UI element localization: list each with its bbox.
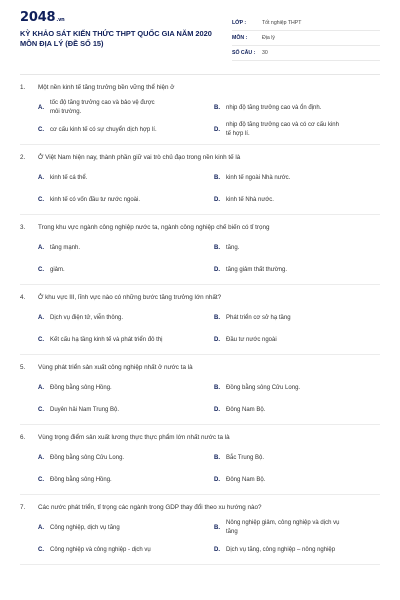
option-text: Dịch vụ điện tử, viễn thông. (50, 314, 124, 321)
answer-option[interactable] (214, 517, 380, 539)
question (20, 285, 380, 355)
question-text: Vùng phát triển sản xuất công nghiệp nhất ở nước ta là (38, 364, 193, 371)
answer-option[interactable] (214, 447, 380, 469)
logo-suffix: .vn (56, 17, 65, 23)
option-letter: A. (38, 174, 44, 181)
answer-option[interactable] (214, 97, 380, 119)
option-letter: D. (214, 196, 220, 203)
question-number: 5. (20, 364, 26, 371)
question (20, 215, 380, 285)
meta-row (232, 31, 380, 46)
answer-options (20, 443, 380, 494)
option-letter: A. (38, 454, 44, 461)
option-text: tăng giảm thất thường. (226, 266, 287, 273)
option-letter: D. (214, 126, 220, 133)
question-number: 1. (20, 84, 26, 91)
answer-option[interactable] (214, 237, 380, 259)
question (20, 75, 380, 145)
meta-value: Địa lý (262, 35, 275, 41)
meta-row (232, 16, 380, 31)
option-text: Công nghiệp và công nghiệp - dịch vụ (50, 546, 151, 553)
answer-options (20, 373, 380, 424)
option-letter: B. (214, 104, 220, 111)
question-stem (20, 363, 380, 373)
question-text: Ở Việt Nam hiện nay, thành phần giữ vai trò chủ đạo trong nền kinh tế là (38, 154, 241, 161)
answer-option[interactable] (38, 97, 204, 119)
question-list (20, 75, 380, 565)
meta-row (232, 46, 380, 61)
option-letter: B. (214, 454, 220, 461)
option-letter: D. (214, 336, 220, 343)
header-left (20, 10, 212, 74)
option-text: giảm. (50, 266, 65, 273)
option-text: Bắc Trung Bộ. (226, 454, 265, 461)
option-text: Đầu tư nước ngoài (226, 336, 277, 343)
meta-value: 30 (262, 50, 268, 56)
answer-options (20, 93, 380, 144)
option-text: Đồng bằng sông Cửu Long. (50, 454, 125, 461)
question-number: 3. (20, 224, 26, 231)
question (20, 495, 380, 565)
option-letter: B. (214, 244, 220, 251)
question-stem (20, 503, 380, 513)
exam-header (20, 0, 380, 75)
answer-option[interactable] (38, 517, 204, 539)
question-text: Một nền kinh tế tăng trưởng bền vững thể hiện ở (38, 84, 175, 91)
answer-option[interactable] (38, 399, 204, 421)
question (20, 145, 380, 215)
question-stem (20, 223, 380, 233)
option-text: Đồng bằng sông Cửu Long. (226, 384, 301, 391)
answer-option[interactable] (214, 167, 380, 189)
logo-text: 2048 (20, 10, 56, 25)
answer-option[interactable] (214, 539, 380, 561)
option-letter: D. (214, 266, 220, 273)
option-text: kinh tế có vốn đầu tư nước ngoài. (50, 196, 141, 203)
option-letter: C. (38, 196, 44, 203)
answer-option[interactable] (214, 469, 380, 491)
meta-label: SỐ CÂU : (232, 50, 256, 56)
answer-option[interactable] (214, 377, 380, 399)
question-number: 7. (20, 504, 26, 511)
answer-options (20, 513, 380, 564)
option-text: Phát triển cơ sở hạ tầng (226, 314, 291, 321)
answer-option[interactable] (214, 307, 380, 329)
option-text: nhịp độ tăng trưởng cao và ổn định. (226, 104, 322, 111)
option-letter: B. (214, 314, 220, 321)
question (20, 425, 380, 495)
answer-options (20, 163, 380, 214)
option-letter: C. (38, 336, 44, 343)
exam-title-line1: KỲ KHẢO SÁT KIẾN THỨC THPT QUỐC GIA NĂM 2020 (20, 29, 212, 38)
option-letter: B. (214, 524, 220, 531)
answer-options (20, 233, 380, 284)
answer-option[interactable] (38, 447, 204, 469)
option-text: kinh tế cá thể. (50, 174, 88, 181)
option-letter: C. (38, 266, 44, 273)
meta-label: LỚP : (232, 20, 247, 26)
question (20, 355, 380, 425)
option-text: Kết cấu hạ tầng kinh tế và phát triển đô thị (50, 336, 163, 343)
question-text: Các nước phát triển, tỉ trọng các ngành trong GDP thay đổi theo xu hướng nào? (38, 504, 262, 511)
question-text: Trong khu vực ngành công nghiệp nước ta, ngành công nghiệp chế biến có tỉ trọng (38, 224, 270, 231)
option-text: Đồng bằng sông Hồng. (50, 476, 112, 483)
question-stem (20, 433, 380, 443)
exam-meta-table (232, 16, 380, 74)
option-text: tốc độ tăng trưởng cao và bảo vệ được môi trường. (50, 100, 155, 115)
option-text: Dịch vụ tăng, công nghiệp – nông nghiệp (226, 546, 336, 553)
option-letter: A. (38, 314, 44, 321)
option-text: nhịp độ tăng trưởng cao và có cơ cấu kinh tế hợp lí. (226, 122, 339, 137)
option-text: tăng mạnh. (50, 244, 81, 251)
question-number: 4. (20, 294, 26, 301)
option-text: Đông Nam Bộ. (226, 406, 266, 413)
option-letter: A. (38, 524, 44, 531)
question-text: Vùng trọng điểm sản xuất lương thực thực phẩm lớn nhất nước ta là (38, 434, 230, 441)
answer-options (20, 303, 380, 354)
answer-option[interactable] (38, 329, 204, 351)
answer-option[interactable] (214, 329, 380, 351)
option-text: kinh tế ngoài Nhà nước. (226, 174, 291, 181)
answer-option[interactable] (38, 259, 204, 281)
site-logo[interactable] (20, 10, 212, 25)
option-letter: A. (38, 244, 44, 251)
option-text: tăng. (226, 244, 240, 251)
question-number: 2. (20, 154, 26, 161)
option-letter: B. (214, 384, 220, 391)
meta-value: Tốt nghiệp THPT (262, 20, 302, 26)
meta-label: MÔN : (232, 35, 248, 41)
option-text: Duyên hải Nam Trung Bộ. (50, 406, 120, 413)
question-stem (20, 83, 380, 93)
answer-option[interactable] (214, 189, 380, 211)
option-text: Công nghiệp, dịch vụ tăng (50, 524, 120, 531)
exam-title-line2: MÔN ĐỊA LÝ (ĐỀ SỐ 15) (20, 39, 104, 48)
option-text: Đông Nam Bộ. (226, 476, 266, 483)
option-letter: D. (214, 476, 220, 483)
answer-option[interactable] (214, 259, 380, 281)
option-letter: B. (214, 174, 220, 181)
option-text: Đồng bằng sông Hồng. (50, 384, 112, 391)
option-letter: C. (38, 406, 44, 413)
question-stem (20, 293, 380, 303)
question-stem (20, 153, 380, 163)
answer-option[interactable] (38, 539, 204, 561)
answer-option[interactable] (38, 469, 204, 491)
answer-option[interactable] (38, 189, 204, 211)
option-letter: A. (38, 384, 44, 391)
option-letter: C. (38, 476, 44, 483)
answer-option[interactable] (214, 119, 380, 141)
option-letter: D. (214, 546, 220, 553)
answer-option[interactable] (38, 237, 204, 259)
answer-option[interactable] (38, 167, 204, 189)
answer-option[interactable] (38, 307, 204, 329)
answer-option[interactable] (38, 119, 204, 141)
question-number: 6. (20, 434, 26, 441)
option-text: cơ cấu kinh tế có sự chuyển dịch hợp lí. (50, 126, 157, 133)
answer-option[interactable] (214, 399, 380, 421)
option-letter: C. (38, 126, 44, 133)
option-letter: D. (214, 406, 220, 413)
option-letter: A. (38, 104, 44, 111)
option-letter: C. (38, 546, 44, 553)
option-text: Nông nghiệp giảm, công nghiệp và dịch vụ tăng (226, 520, 340, 535)
option-text: kinh tế Nhà nước. (226, 196, 274, 203)
exam-title (20, 29, 212, 49)
answer-option[interactable] (38, 377, 204, 399)
question-text: Ở khu vực III, lĩnh vực nào có những bước tăng trưởng lớn nhất? (38, 294, 222, 301)
